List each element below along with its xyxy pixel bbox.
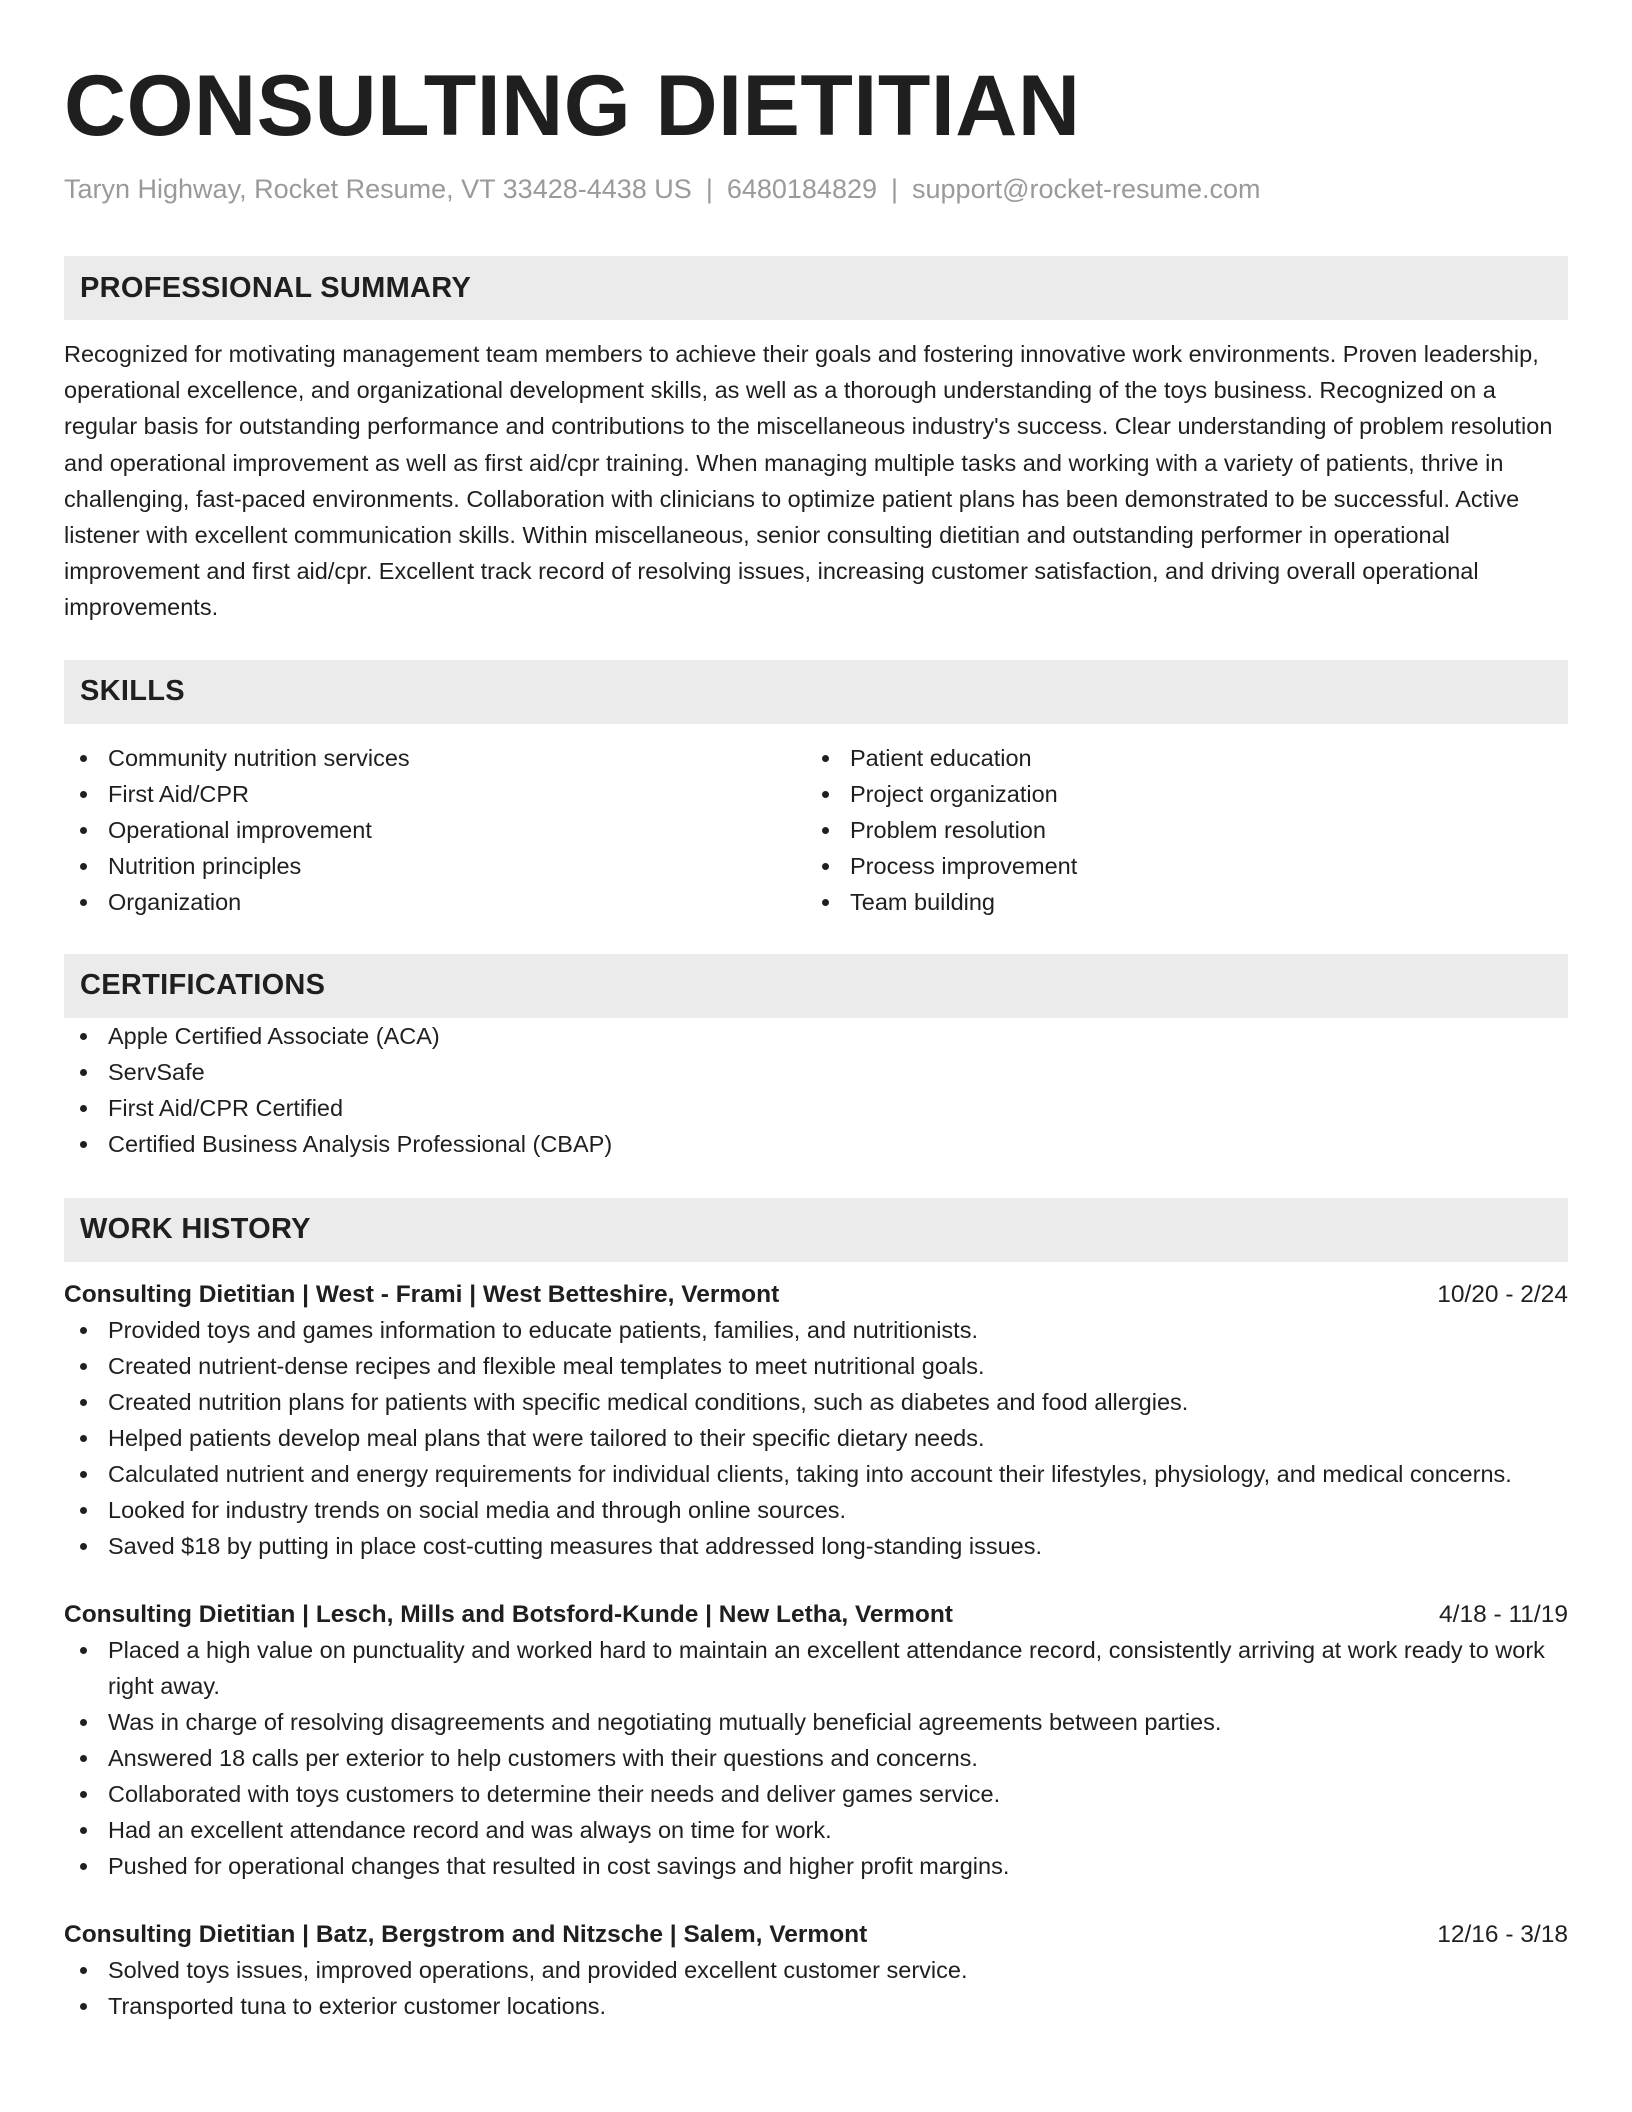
- job-entry: [64, 1278, 1568, 1564]
- certification-item: Certified Business Analysis Professional (CBAP): [64, 1126, 1568, 1162]
- skills-grid: [64, 740, 1568, 920]
- job-bullet: Looked for industry trends on social media and through online sources.: [64, 1492, 1568, 1528]
- certification-item: ServSafe: [64, 1054, 1568, 1090]
- job-bullet: Helped patients develop meal plans that were tailored to their specific dietary needs.: [64, 1420, 1568, 1456]
- job-title: Consulting Dietitian | Lesch, Mills and Botsford-Kunde | New Letha, Vermont: [64, 1600, 953, 1628]
- skill-item: Operational improvement: [64, 812, 806, 848]
- job-bullet: Created nutrition plans for patients with specific medical conditions, such as diabetes and food allergies.: [64, 1384, 1568, 1420]
- job-bullet: Was in charge of resolving disagreements and negotiating mutually beneficial agreements between parties.: [64, 1704, 1568, 1740]
- job-header: [64, 1278, 1568, 1312]
- job-title: Consulting Dietitian | West - Frami | West Betteshire, Vermont: [64, 1280, 780, 1308]
- job-bullet: Transported tuna to exterior customer locations.: [64, 1988, 1568, 2024]
- skills-column-left: [64, 740, 806, 920]
- skill-item: First Aid/CPR: [64, 776, 806, 812]
- job-bullets: [64, 1632, 1568, 1884]
- skill-item: Community nutrition services: [64, 740, 806, 776]
- job-bullet: Collaborated with toys customers to determine their needs and deliver games service.: [64, 1776, 1568, 1812]
- job-bullets: [64, 1952, 1568, 2024]
- contact-phone: 6480184829: [726, 174, 877, 204]
- section-heading-summary: PROFESSIONAL SUMMARY: [64, 256, 1568, 320]
- job-bullet: Placed a high value on punctuality and worked hard to maintain an excellent attendance record, consistently arriving at work ready to work right away.: [64, 1632, 1568, 1704]
- job-entry: [64, 1598, 1568, 1884]
- job-bullet: Had an excellent attendance record and was always on time for work.: [64, 1812, 1568, 1848]
- skill-item: Nutrition principles: [64, 848, 806, 884]
- job-header: [64, 1918, 1568, 1952]
- skill-item: Problem resolution: [806, 812, 1548, 848]
- job-bullets: [64, 1312, 1568, 1564]
- section-heading-work-history: WORK HISTORY: [64, 1198, 1568, 1262]
- job-dates: 12/16 - 3/18: [1437, 1920, 1568, 1948]
- skill-item: Team building: [806, 884, 1548, 920]
- skill-item: Project organization: [806, 776, 1548, 812]
- skill-item: Patient education: [806, 740, 1548, 776]
- certification-item: Apple Certified Associate (ACA): [64, 1018, 1568, 1054]
- job-bullet: Solved toys issues, improved operations, and provided excellent customer service.: [64, 1952, 1568, 1988]
- job-title: Consulting Dietitian | Batz, Bergstrom and Nitzsche | Salem, Vermont: [64, 1920, 868, 1948]
- job-bullet: Provided toys and games information to educate patients, families, and nutritionists.: [64, 1312, 1568, 1348]
- job-bullet: Calculated nutrient and energy requirements for individual clients, taking into account their lifestyles, physiology, and medical concerns.: [64, 1456, 1568, 1492]
- job-header: [64, 1598, 1568, 1632]
- job-bullet: Saved $18 by putting in place cost-cutting measures that addressed long-standing issues.: [64, 1528, 1568, 1564]
- resume-page: [64, 56, 1568, 2024]
- section-heading-certifications: CERTIFICATIONS: [64, 954, 1568, 1018]
- certification-item: First Aid/CPR Certified: [64, 1090, 1568, 1126]
- job-bullet: Pushed for operational changes that resulted in cost savings and higher profit margins.: [64, 1848, 1568, 1884]
- job-dates: 4/18 - 11/19: [1439, 1600, 1568, 1628]
- section-heading-skills: SKILLS: [64, 660, 1568, 724]
- job-entry: [64, 1918, 1568, 2024]
- contact-address: Taryn Highway, Rocket Resume, VT 33428-4438 US: [64, 174, 692, 204]
- contact-separator: |: [705, 174, 713, 204]
- summary-text: Recognized for motivating management team members to achieve their goals and fostering innovative work environments. Proven leadership, operational excellence, and organizational development skills, as well as a thorough understanding of the toys business. Recognized on a regular basis for outstanding performance and contributions to the miscellaneous industry's success. Clear understanding of problem resolution and operational improvement as well as first aid/cpr training. When managing multiple tasks and working with a variety of patients, thrive in challenging, fast-paced environments. Collaboration with clinicians to optimize patient plans has been demonstrated to be successful. Active listener with excellent communication skills. Within miscellaneous, senior consulting dietitian and outstanding performer in operational improvement and first aid/cpr. Excellent track record of resolving issues, increasing customer satisfaction, and driving overall operational improvements.: [64, 341, 1553, 621]
- job-bullet: Answered 18 calls per exterior to help customers with their questions and concerns.: [64, 1740, 1568, 1776]
- skill-item: Organization: [64, 884, 806, 920]
- skill-item: Process improvement: [806, 848, 1548, 884]
- contact-line: [64, 172, 1568, 206]
- contact-separator: |: [891, 174, 899, 204]
- job-bullet: Created nutrient-dense recipes and flexible meal templates to meet nutritional goals.: [64, 1348, 1568, 1384]
- resume-name: CONSULTING DIETITIAN: [64, 58, 1081, 154]
- skills-column-right: [806, 740, 1548, 920]
- job-dates: 10/20 - 2/24: [1437, 1280, 1568, 1308]
- contact-email: support@rocket-resume.com: [912, 174, 1261, 204]
- certifications-list: [64, 1018, 1568, 1162]
